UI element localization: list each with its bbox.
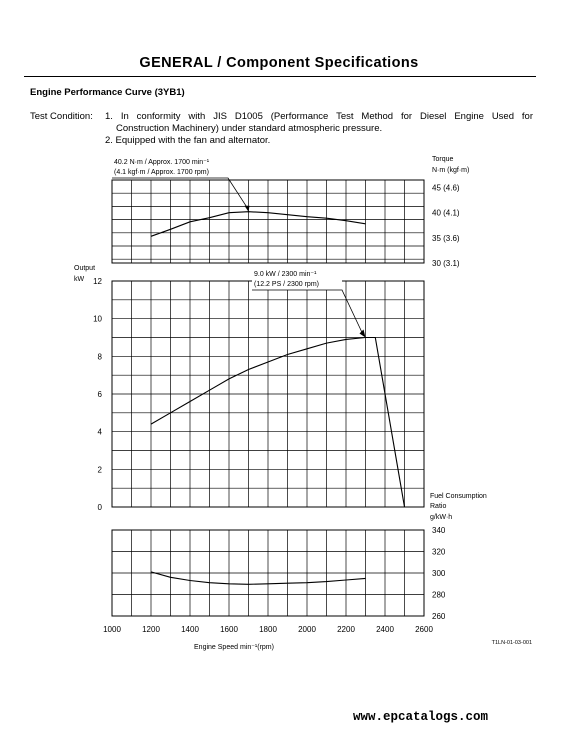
y-tick-label: 6 [97,390,102,399]
output-curve [151,338,405,508]
test-condition-1: 1. In conformity with JIS D1005 (Performance Test Method for Diesel Engine Used for [105,111,533,122]
x-tick-label: 1200 [142,625,160,634]
y-tick-label: 260 [432,612,446,621]
x-axis-title: Engine Speed min⁻¹(rpm) [194,644,274,651]
x-tick-label: 1800 [259,625,277,634]
annotation-line-2: (12.2 PS / 2300 rpm) [254,281,319,288]
y-tick-label: 340 [432,526,446,535]
y-tick-label: 280 [432,590,446,600]
annotation-line-1: 40.2 N·m / Approx. 1700 min⁻¹ [114,159,210,166]
x-tick-label: 2000 [298,625,316,634]
x-tick-label: 1400 [181,625,199,634]
y-tick-label: 320 [432,547,446,557]
x-tick-label: 2200 [337,625,355,634]
page-title: GENERAL / Component Specifications [139,55,419,71]
y-tick-label: 35 (3.6) [432,233,460,243]
y-axis-title: Fuel Consumption [430,493,487,500]
shared-x-axis [103,625,433,651]
y-tick-label: 8 [97,352,102,362]
torque-panel [112,156,469,268]
annotation-line-1: 9.0 kW / 2300 min⁻¹ [254,271,317,278]
test-condition-label: Test Condition: [30,111,93,122]
y-axis-title: Torque [432,156,454,163]
y-tick-label: 300 [432,569,446,578]
section-heading: Engine Performance Curve (3YB1) [30,87,185,98]
output-panel [74,265,424,512]
annotation-line-2: (4.1 kgf·m / Approx. 1700 rpm) [114,169,209,176]
y-tick-label: 45 (4.6) [432,183,460,193]
y-axis-title: Output [74,265,96,272]
annotation-leader [112,178,249,210]
y-axis-title-2: Ratio [430,503,447,510]
y-tick-label: 40 (4.1) [432,208,460,218]
figure-id: T1LN-01-03-001 [491,640,532,646]
y-tick-label: 4 [97,427,102,437]
fuel-curve [151,572,366,584]
watermark: www.epcatalogs.com [353,710,489,724]
y-tick-label: 30 (3.1) [432,259,460,268]
y-tick-label: 10 [93,314,102,324]
annotation-arrowhead [360,330,366,338]
test-condition-2: 2. Equipped with the fan and alternator. [105,135,271,146]
y-tick-label: 0 [97,503,102,512]
x-tick-label: 2600 [415,625,433,634]
x-tick-label: 1000 [103,625,121,634]
test-condition-1-cont: Construction Machinery) under standard atmospheric pressure. [116,123,383,134]
y-axis-unit: g/kW·h [430,514,453,521]
x-tick-label: 2400 [376,625,394,634]
x-tick-label: 1600 [220,625,238,634]
y-axis-unit: kW [74,276,85,283]
fuel-panel [112,493,487,621]
y-tick-label: 2 [97,465,102,475]
y-axis-unit: N·m (kgf·m) [432,167,470,174]
y-tick-label: 12 [93,277,102,286]
